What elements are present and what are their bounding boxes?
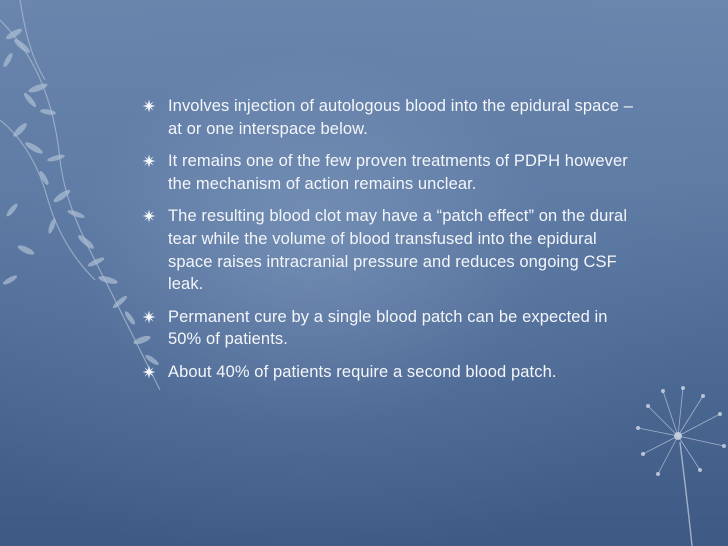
bullet-text: About 40% of patients require a second blood patch. bbox=[168, 362, 557, 381]
sunburst-bullet-icon bbox=[142, 209, 156, 223]
sunburst-bullet-icon bbox=[142, 154, 156, 168]
list-item bbox=[142, 150, 642, 195]
sunburst-bullet-icon bbox=[142, 310, 156, 324]
list-item bbox=[142, 306, 642, 351]
bullet-text: The resulting blood clot may have a “patch effect” on the dural tear while the volume of blood transfused into the epidural space raises intracranial pressure and reduces ongoing CSF leak. bbox=[168, 207, 628, 294]
sunburst-bullet-icon bbox=[142, 99, 156, 113]
bullet-text: It remains one of the few proven treatments of PDPH however the mechanism of action remains unclear. bbox=[168, 152, 628, 193]
bullet-list bbox=[142, 95, 642, 394]
list-item bbox=[142, 361, 642, 384]
list-item bbox=[142, 95, 642, 140]
bullet-text: Involves injection of autologous blood into the epidural space – at or one interspace below. bbox=[168, 97, 634, 138]
bullet-text: Permanent cure by a single blood patch can be expected in 50% of patients. bbox=[168, 307, 608, 349]
list-item bbox=[142, 205, 642, 295]
sunburst-bullet-icon bbox=[142, 365, 156, 379]
